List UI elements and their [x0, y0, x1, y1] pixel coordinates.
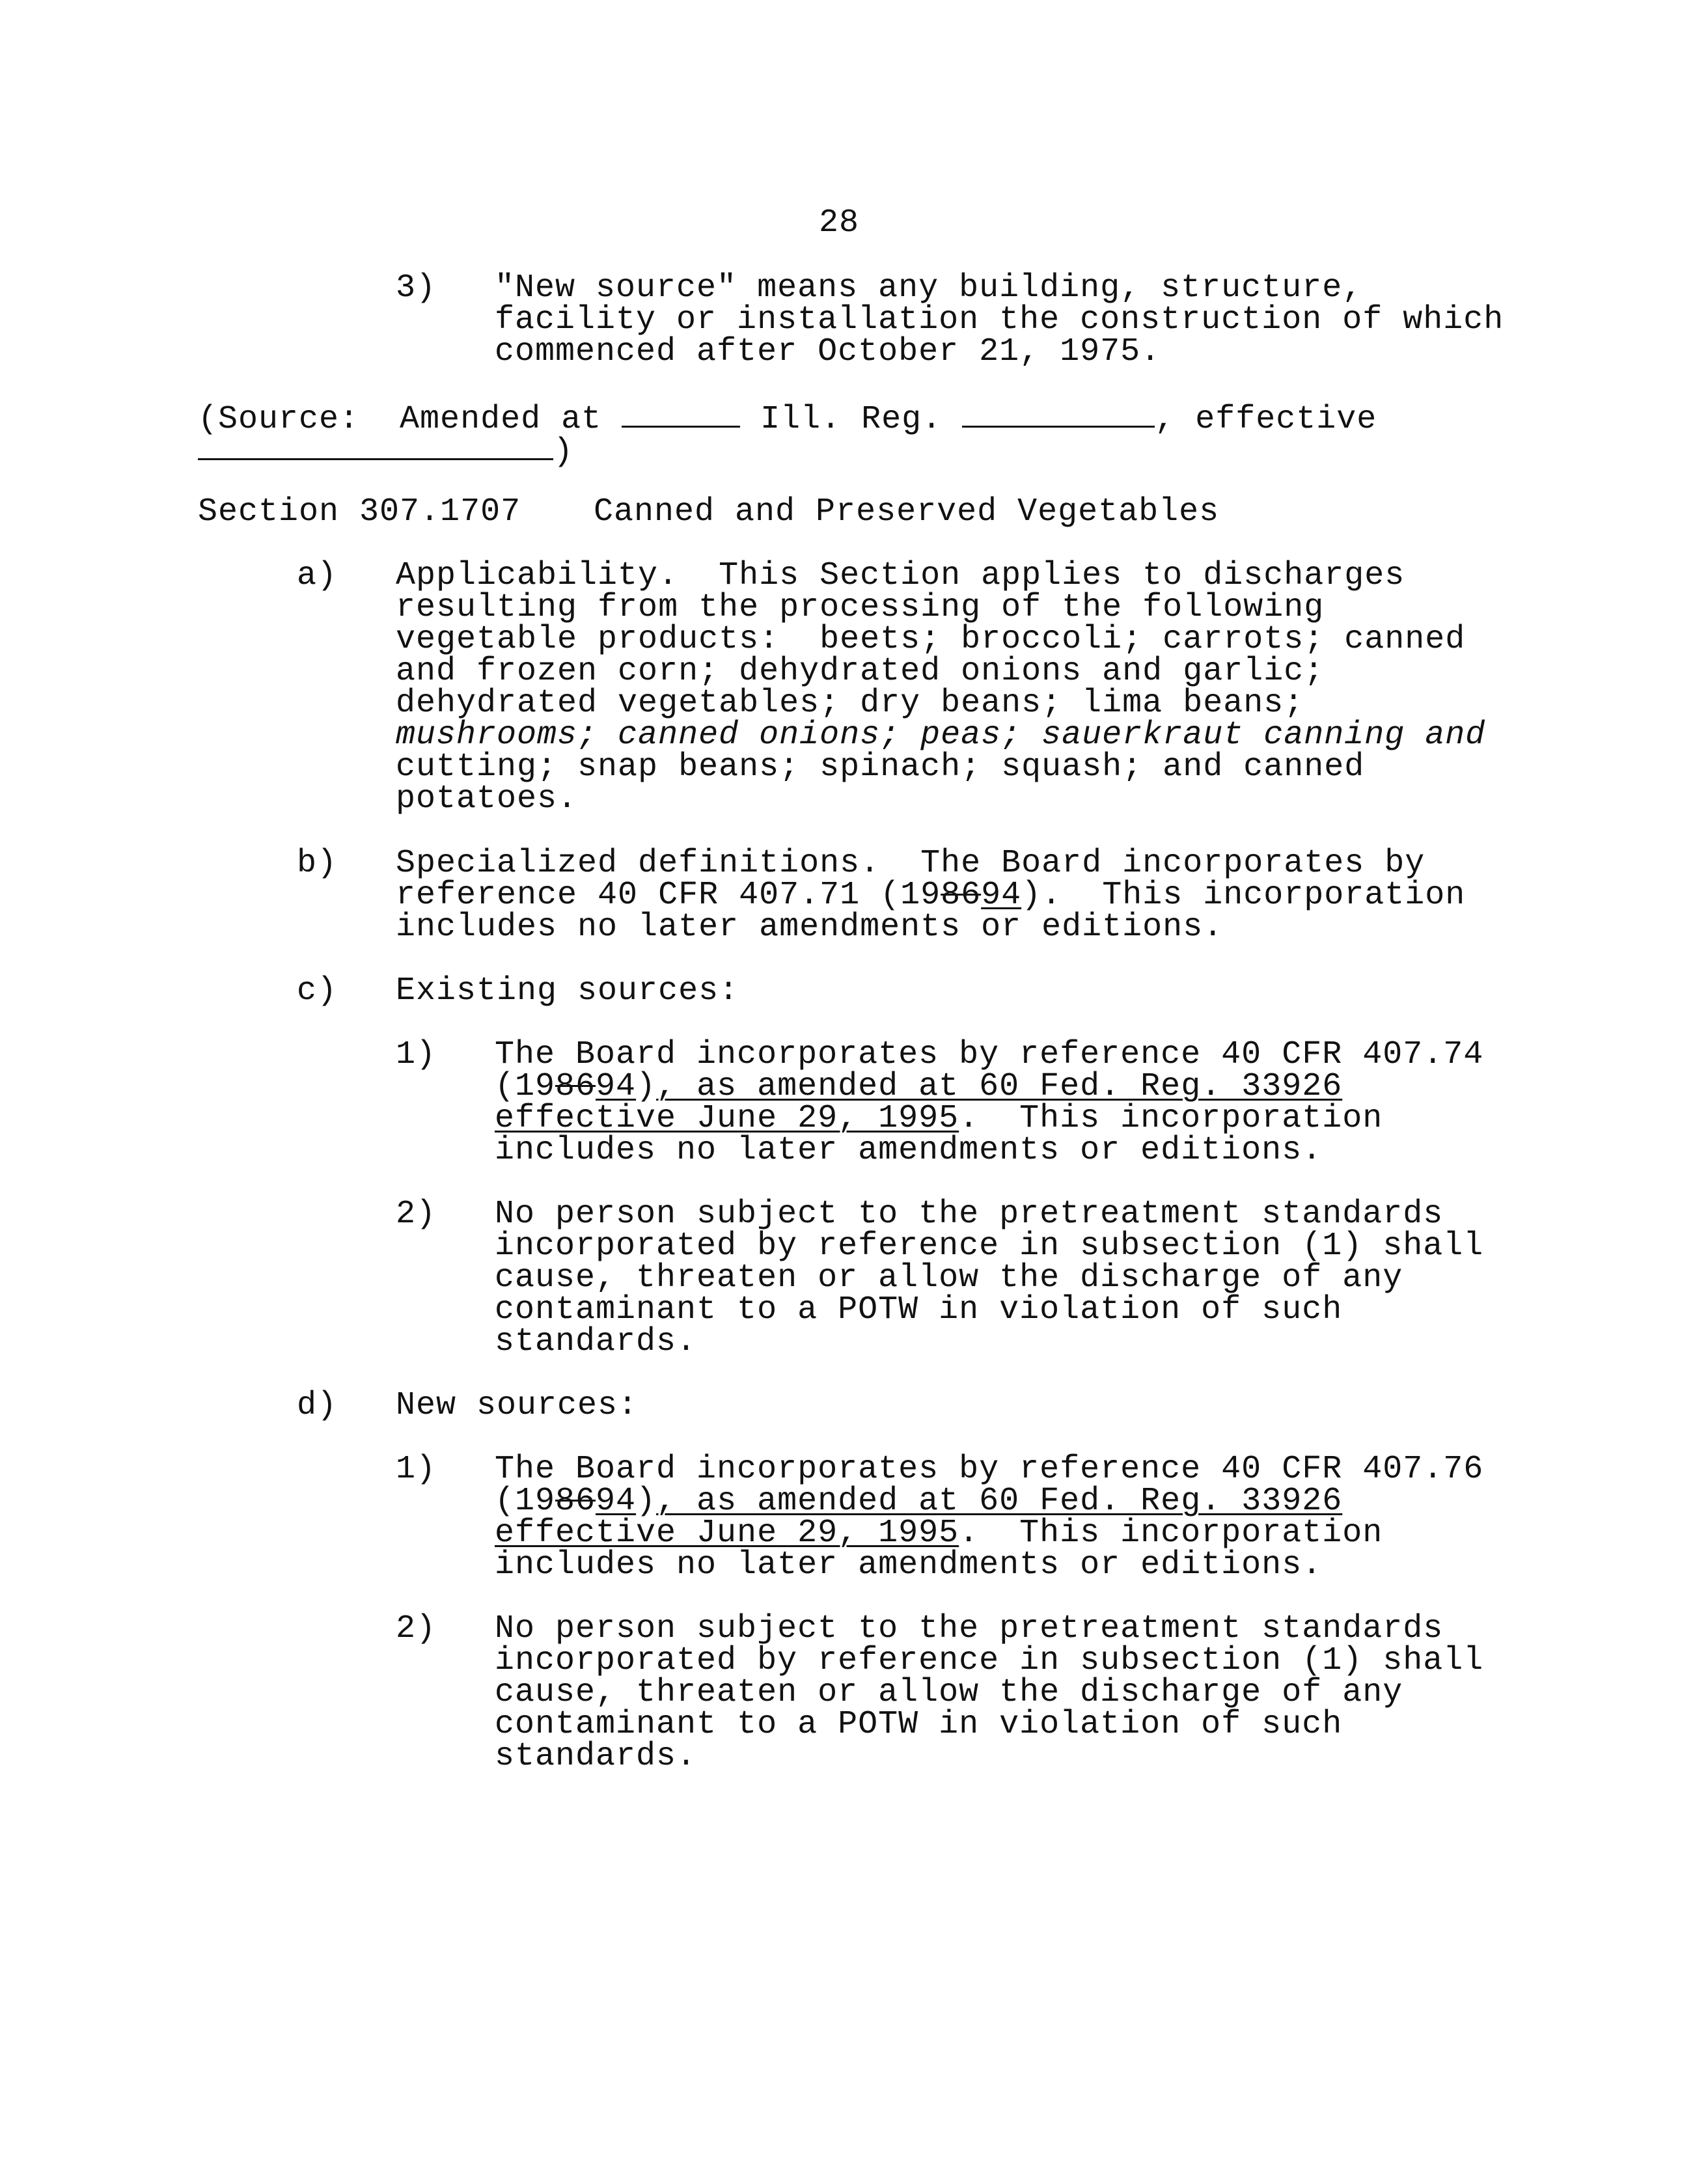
subsection-b-line	[396, 879, 1465, 912]
struck-text: 86	[555, 1483, 596, 1520]
subsection-c-label: c)	[297, 972, 338, 1009]
subsection-a-line: potatoes.	[396, 780, 578, 817]
item-c2-line: contaminant to a POTW in violation of such	[495, 1291, 1343, 1328]
source-note-line-2	[198, 431, 573, 469]
text-run: . This incorporation	[959, 1100, 1383, 1137]
item-c1-label: 1)	[396, 1036, 437, 1073]
source-note-text: )	[553, 433, 574, 471]
item-d2-line: incorporated by reference in subsection (1) shall	[495, 1642, 1484, 1679]
item-c2-line: No person subject to the pretreatment standards	[495, 1196, 1444, 1233]
underlined-text: 94	[596, 1068, 637, 1105]
subsection-a-line: vegetable products: beets; broccoli; carrots; canned	[396, 621, 1466, 658]
item-d1-line	[495, 1485, 1342, 1518]
source-note-text: , effective	[1155, 401, 1377, 438]
item-c2-line: standards.	[495, 1323, 697, 1360]
item-d2-line: No person subject to the pretreatment standards	[495, 1610, 1444, 1647]
text-run: (19	[495, 1068, 556, 1105]
underlined-text: effective June 29, 1995	[495, 1515, 959, 1552]
source-note-text: Ill. Reg.	[760, 401, 943, 438]
item-d2-line: cause, threaten or allow the discharge of any	[495, 1674, 1403, 1711]
item-3-line: "New source" means any building, structure,	[495, 269, 1363, 307]
underlined-text: 94	[596, 1483, 637, 1520]
subsection-a-line: resulting from the processing of the following	[396, 589, 1325, 626]
text-run: . This incorporation	[959, 1515, 1383, 1552]
underlined-text: , as amended at 60 Fed. Reg. 33926	[656, 1068, 1343, 1105]
item-c1-line	[495, 1100, 1383, 1137]
blank-volume	[622, 398, 740, 428]
item-d1-label: 1)	[396, 1451, 437, 1488]
source-note-text: (Source: Amended at	[198, 401, 602, 438]
item-c1-line: includes no later amendments or editions.	[495, 1132, 1323, 1169]
item-c2-label: 2)	[396, 1196, 437, 1233]
item-3-line: facility or installation the construction of which	[495, 301, 1504, 338]
subsection-b-line: includes no later amendments or editions.	[396, 909, 1224, 946]
subsection-a-label: a)	[297, 557, 338, 594]
subsection-d-label: d)	[297, 1387, 338, 1424]
subsection-a-line: cutting; snap beans; spinach; squash; and canned	[396, 749, 1365, 786]
subsection-b-line: Specialized definitions. The Board incorporates by	[396, 845, 1426, 882]
item-d2-label: 2)	[396, 1610, 437, 1647]
underlined-text: 94	[981, 877, 1022, 914]
subsection-a-line: Applicability. This Section applies to discharges	[396, 557, 1405, 594]
page-number: 28	[819, 204, 860, 241]
subsection-c-heading: Existing sources:	[396, 972, 739, 1009]
item-c2-line: cause, threaten or allow the discharge of any	[495, 1259, 1403, 1297]
item-d2-line: standards.	[495, 1738, 697, 1775]
item-c2-line: incorporated by reference in subsection (1) shall	[495, 1228, 1484, 1265]
subsection-a-line: and frozen corn; dehydrated onions and garlic;	[396, 653, 1325, 690]
item-c1-line: The Board incorporates by reference 40 CFR 407.74	[495, 1036, 1484, 1073]
text-run: reference 40 CFR 407.71 (19	[396, 877, 941, 914]
struck-text: 86	[941, 877, 982, 914]
item-d2-line: contaminant to a POTW in violation of such	[495, 1706, 1343, 1743]
item-3-label: 3)	[396, 269, 437, 307]
text-run: (19	[495, 1483, 556, 1520]
underlined-text: , as amended at 60 Fed. Reg. 33926	[656, 1483, 1343, 1520]
section-title: Canned and Preserved Vegetables	[594, 493, 1220, 530]
struck-text: 86	[555, 1068, 596, 1105]
text-run: )	[636, 1068, 657, 1105]
text-run: )	[636, 1483, 657, 1520]
item-d1-line	[495, 1517, 1383, 1550]
subsection-a-line: mushrooms; canned onions; peas; sauerkraut canning and	[396, 717, 1486, 754]
item-c1-line	[495, 1068, 1343, 1105]
subsection-d-heading: New sources:	[396, 1387, 639, 1424]
item-d1-line: includes no later amendments or editions.	[495, 1546, 1323, 1584]
blank-date	[198, 431, 553, 460]
section-number: Section 307.1707	[198, 493, 521, 530]
subsection-a-line: dehydrated vegetables; dry beans; lima beans;	[396, 685, 1304, 722]
blank-page	[962, 398, 1155, 428]
text-run: ). This incorporation	[1021, 877, 1466, 914]
subsection-b-label: b)	[297, 845, 338, 882]
item-d1-line: The Board incorporates by reference 40 CFR 407.76	[495, 1451, 1484, 1488]
item-3-line: commenced after October 21, 1975.	[495, 333, 1161, 370]
underlined-text: effective June 29, 1995	[495, 1100, 959, 1137]
